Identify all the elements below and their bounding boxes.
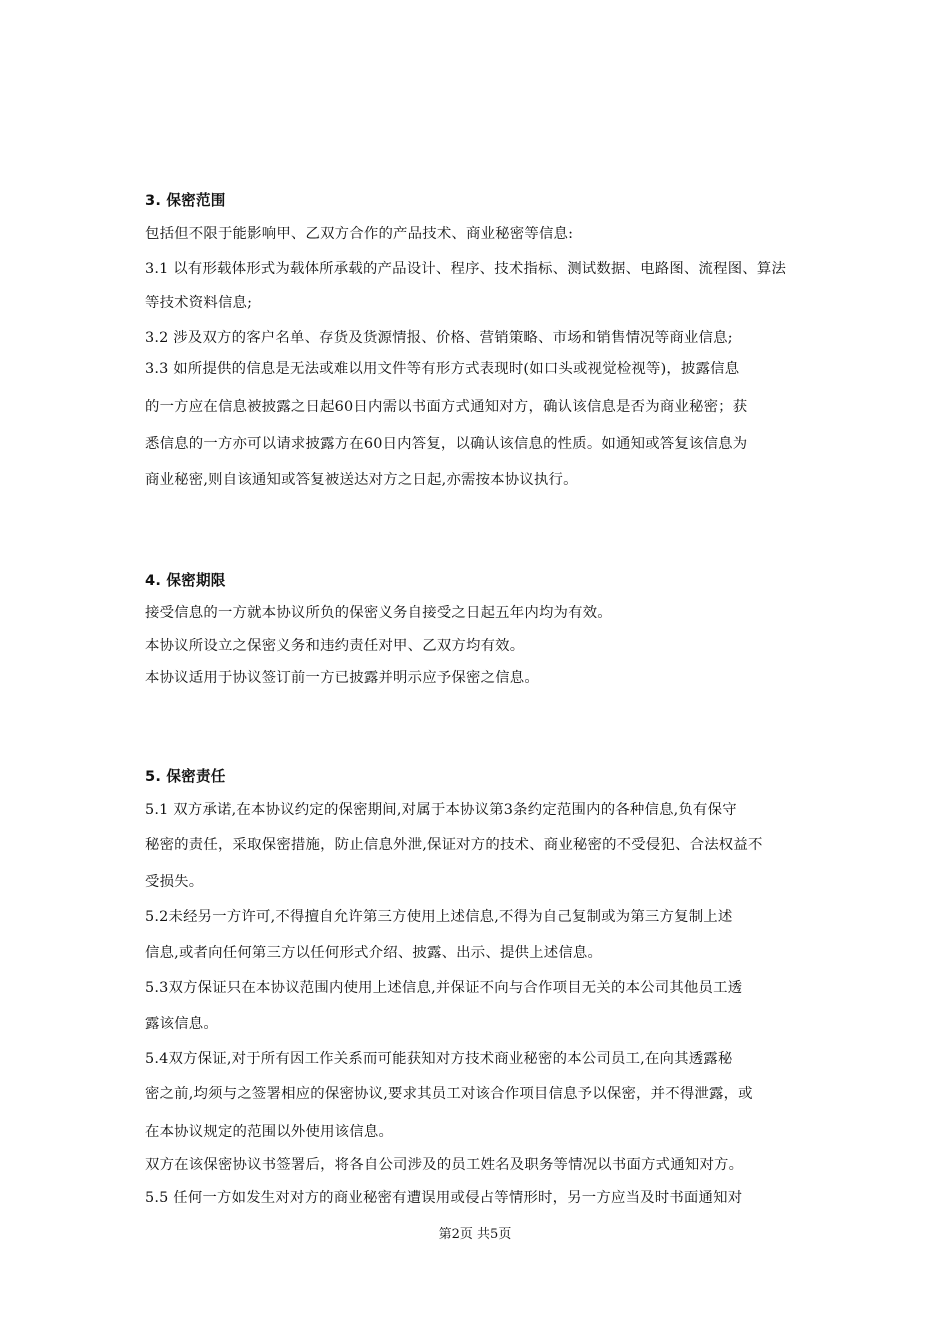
section-5-line: 双方在该保密协议书签署后，将各自公司涉及的员工姓名及职务等情况以书面方式通知对方。 [145,1157,744,1173]
section-4-line: 本协议所设立之保密义务和违约责任对甲、乙双方均有效。 [145,638,525,654]
section-5-line: 露该信息。 [145,1016,218,1032]
section-4-line: 接受信息的一方就本协议所负的保密义务自接受之日起五年内均为有效。 [145,605,612,621]
section-5-line: 受损失。 [145,874,204,890]
section-5-line: 5.4双方保证,对于所有因工作关系而可能获知对方技术商业秘密的本公司员工,在向其透露秘 [145,1051,733,1067]
section-5-line: 5.1 双方承诺,在本协议约定的保密期间,对属于本协议第3条约定范围内的各种信息,负有保守 [145,802,737,818]
section-3-line: 悉信息的一方亦可以请求披露方在60日内答复，以确认该信息的性质。如通知或答复该信息为 [145,436,748,452]
section-5-line: 5.3双方保证只在本协议范围内使用上述信息,并保证不向与合作项目无关的本公司其他员工透 [145,980,743,996]
section-3-line: 等技术资料信息; [145,295,253,311]
section-3-line: 3.3 如所提供的信息是无法或难以用文件等有形方式表现时(如口头或视觉检视等)，披露信息 [145,361,740,377]
section-3-line: 商业秘密,则自该通知或答复被送达对方之日起,亦需按本协议执行。 [145,472,578,488]
section-4-heading: 4. 保密期限 [145,572,226,589]
section-3-line: 的一方应在信息被披露之日起60日内需以书面方式通知对方，确认该信息是否为商业秘密；获 [145,399,748,415]
section-5-heading: 5. 保密责任 [145,768,226,785]
section-5-line: 在本协议规定的范围以外使用该信息。 [145,1124,394,1140]
section-5-line: 信息,或者向任何第三方以任何形式介绍、披露、出示、提供上述信息。 [145,945,603,961]
section-3-heading: 3. 保密范围 [145,192,226,209]
page-number-label: 第2页 共5页 [438,1227,512,1242]
section-5-line: 密之前,均须与之签署相应的保密协议,要求其员工对该合作项目信息予以保密，并不得泄露，或 [145,1086,753,1102]
section-3-line: 包括但不限于能影响甲、乙双方合作的产品技术、商业秘密等信息: [145,226,574,242]
section-5-line: 5.2未经另一方许可,不得擅自允许第三方使用上述信息,不得为自己复制或为第三方复制上述 [145,909,733,925]
section-4-line: 本协议适用于协议签订前一方已披露并明示应予保密之信息。 [145,670,539,686]
section-3-line: 3.1 以有形载体形式为载体所承载的产品设计、程序、技术指标、测试数据、电路图、流程图、算法 [145,261,787,277]
section-5-line: 秘密的责任，采取保密措施，防止信息外泄,保证对方的技术、商业秘密的不受侵犯、合法权益不 [145,837,763,853]
section-5-line: 5.5 任何一方如发生对对方的商业秘密有遭误用或侵占等情形时，另一方应当及时书面通知对 [145,1190,743,1206]
page-footer [0,1226,950,1244]
section-3-line: 3.2 涉及双方的客户名单、存货及货源情报、价格、营销策略、市场和销售情况等商业信息; [145,330,733,346]
